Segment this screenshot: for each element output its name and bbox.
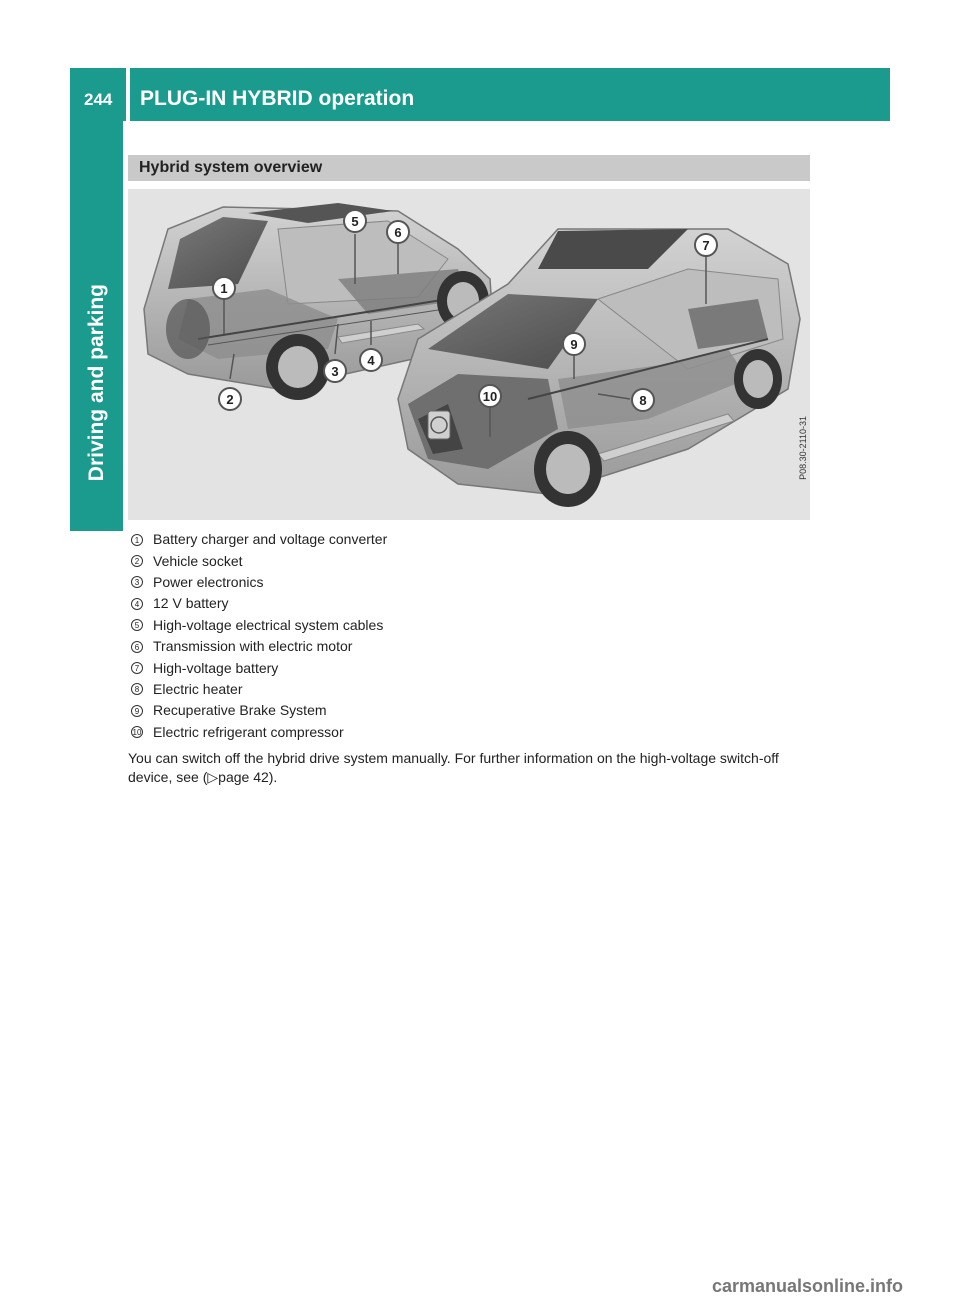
svg-text:8: 8 <box>639 393 647 408</box>
svg-text:10: 10 <box>482 389 498 404</box>
legend-marker: 6 <box>131 641 143 653</box>
vehicle-illustration <box>128 189 810 520</box>
svg-text:5: 5 <box>351 214 359 229</box>
legend-text: High-voltage electrical system cables <box>153 616 384 633</box>
legend-marker: 2 <box>131 555 143 567</box>
legend-item <box>131 615 387 636</box>
legend-item <box>131 700 387 721</box>
svg-text:2: 2 <box>226 392 234 407</box>
callout-1 <box>213 277 235 299</box>
legend-marker: 7 <box>131 662 143 674</box>
legend-item <box>131 572 387 593</box>
svg-text:3: 3 <box>331 364 339 379</box>
page-ref-arrow-icon: ▷ <box>207 769 219 785</box>
callout-7 <box>695 234 717 256</box>
legend-text: Electric heater <box>153 680 243 697</box>
legend-text: 12 V battery <box>153 595 229 612</box>
legend-item <box>131 722 387 743</box>
callout-5 <box>344 210 366 232</box>
figure-code: P08.30-2110-31 <box>798 416 808 480</box>
legend-marker: 4 <box>131 598 143 610</box>
legend-marker: 10 <box>132 728 142 738</box>
legend-list <box>131 529 387 743</box>
legend-item <box>131 593 387 614</box>
svg-text:6: 6 <box>394 225 402 240</box>
legend-text: Power electronics <box>153 573 264 590</box>
legend-item <box>131 550 387 571</box>
side-tab-text: Driving and parking <box>84 283 108 481</box>
callout-2 <box>219 388 241 410</box>
page-number: 244 <box>84 90 113 109</box>
legend-text: High-voltage battery <box>153 659 279 676</box>
legend-text: Recuperative Brake System <box>153 702 327 719</box>
svg-text:7: 7 <box>702 238 710 253</box>
legend-item <box>131 657 387 678</box>
callout-10 <box>479 385 501 407</box>
body-paragraph <box>128 749 818 787</box>
legend-text: Battery charger and voltage converter <box>153 531 388 548</box>
chapter-title: PLUG-IN HYBRID operation <box>140 87 415 110</box>
callout-3 <box>324 360 346 382</box>
legend-marker: 1 <box>131 534 143 546</box>
svg-text:4: 4 <box>367 353 375 368</box>
side-tab-label <box>70 121 123 481</box>
legend-item <box>131 529 387 550</box>
callout-9 <box>563 333 585 355</box>
legend-marker: 8 <box>131 683 143 695</box>
legend-text: Electric refrigerant compressor <box>153 723 344 740</box>
legend-text: Vehicle socket <box>153 552 243 569</box>
callout-8 <box>632 389 654 411</box>
legend-item <box>131 679 387 700</box>
callout-4 <box>360 349 382 371</box>
header-divider <box>126 68 130 121</box>
legend-marker: 9 <box>131 705 143 717</box>
callout-6 <box>387 221 409 243</box>
legend-marker: 5 <box>131 619 143 631</box>
body-text-before: You can switch off the hybrid drive system manually. For further information on the high-voltage switch-off device, see ( <box>128 750 779 785</box>
section-heading-text: Hybrid system overview <box>139 159 323 176</box>
hybrid-system-figure <box>128 189 810 520</box>
body-text-after: ). <box>268 769 278 785</box>
page-ref-link[interactable]: page 42 <box>218 769 269 785</box>
legend-text: Transmission with electric motor <box>153 638 353 655</box>
legend-marker: 3 <box>131 576 143 588</box>
section-heading <box>128 155 810 181</box>
svg-text:9: 9 <box>570 337 578 352</box>
watermark: carmanualsonline.info <box>712 1276 904 1296</box>
svg-text:1: 1 <box>220 281 228 296</box>
legend-item <box>131 636 387 657</box>
